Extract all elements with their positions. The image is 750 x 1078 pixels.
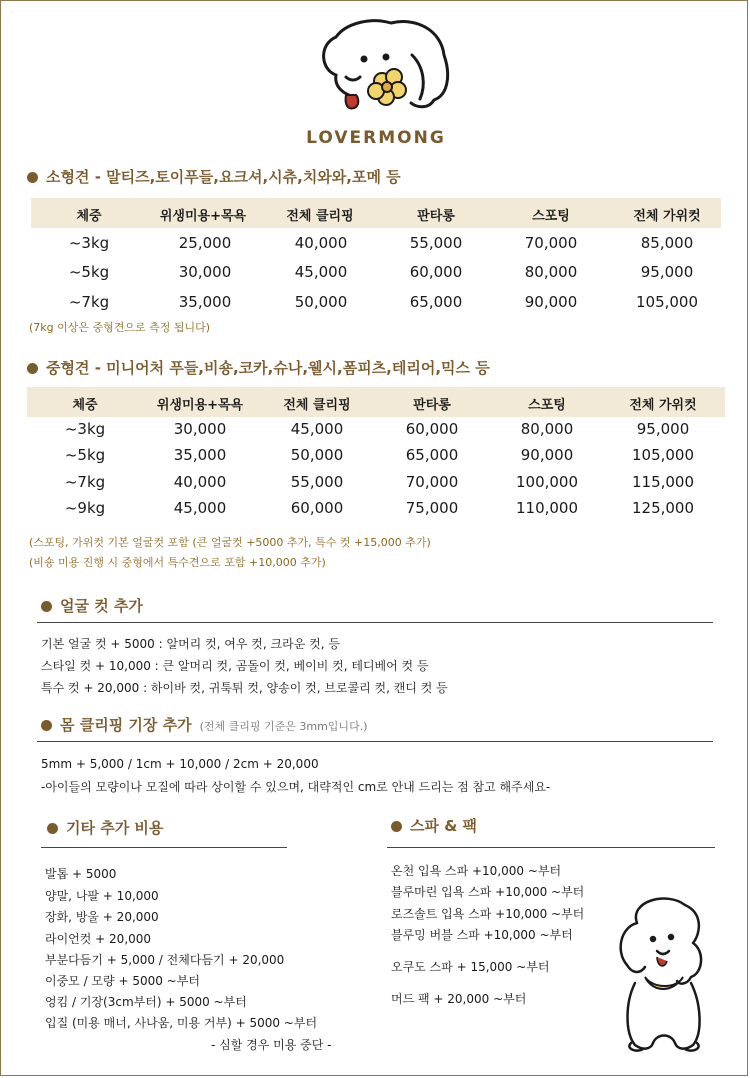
table-cell: 75,000 [405,499,459,517]
face-cut-title-text: 얼굴 컷 추가 [60,597,143,615]
medium-header-sporting: 스포팅 [528,398,566,413]
small-dog-title-text: 소형견 - 말티즈,토이푸들,요크셔,시츄,치와와,포메 등 [46,168,401,186]
spa-title-text: 스파 & 팩 [410,817,477,835]
spa-line: 오쿠도 스파 + 15,000 ~부터 [391,960,550,974]
brand-name: LOVERMONG [306,128,446,148]
spa-title [391,815,477,836]
table-cell: 125,000 [631,499,695,517]
table-cell: ~5kg [64,446,106,464]
medium-header-clipping: 전체 클리핑 [283,398,351,413]
face-cut-title [41,595,143,616]
extra-line: 입질 (미용 매너, 사나움, 미용 거부) + 5000 ~부터 [45,1016,318,1030]
small-note: (7kg 이상은 중형견으로 측정 됩니다) [29,321,211,334]
extra-line: 장화, 방울 + 20,000 [45,910,159,924]
extra-footer: - 심할 경우 미용 중단 - [211,1038,332,1052]
table-cell: 80,000 [524,263,578,281]
table-cell: ~3kg [64,420,106,438]
table-cell: 60,000 [405,420,459,438]
table-cell: 65,000 [409,293,463,311]
clipping-subtitle: (전체 클리핑 기준은 3mm입니다.) [199,720,368,733]
medium-table-header [27,387,725,417]
table-cell: ~7kg [64,473,106,491]
table-cell: 65,000 [405,446,459,464]
face-line: 특수 컷 + 20,000 : 하이바 컷, 귀툭튀 컷, 양송이 컷, 브로콜리 컷, 캔디 컷 등 [41,681,448,695]
table-cell: 50,000 [290,446,344,464]
table-cell: 60,000 [290,499,344,517]
extra-title [47,817,163,838]
small-header-hygiene: 위생미용+목욕 [159,209,247,224]
table-cell: 70,000 [524,234,578,252]
table-cell: 90,000 [524,293,578,311]
small-header-scissor: 전체 가위컷 [633,209,701,224]
table-cell: 115,000 [631,473,695,491]
spa-line: 머드 팩 + 20,000 ~부터 [391,992,527,1006]
clipping-line: -아이들의 모량이나 모질에 따라 상이할 수 있으며, 대략적인 cm로 안내 드리는 점 참고 해주세요- [41,780,551,794]
table-cell: 50,000 [294,293,348,311]
face-line: 기본 얼굴 컷 + 5000 : 알머리 컷, 여우 컷, 크라운 컷, 등 [41,637,340,651]
divider [387,847,715,848]
clipping-line: 5mm + 5,000 / 1cm + 10,000 / 2cm + 20,000 [41,757,319,771]
table-cell: 80,000 [520,420,574,438]
table-cell: 35,000 [178,293,232,311]
table-cell: 70,000 [405,473,459,491]
small-header-sporting: 스포팅 [532,209,570,224]
bullet-icon [27,363,38,374]
table-cell: 30,000 [178,263,232,281]
extra-line: 부분다듬기 + 5,000 / 전체다듬기 + 20,000 [45,953,285,967]
bullet-icon [27,172,38,183]
spa-line: 로즈솔트 입욕 스파 +10,000 ~부터 [391,907,585,921]
table-cell: 95,000 [640,263,694,281]
small-table-header [31,198,721,228]
table-cell: 55,000 [290,473,344,491]
small-header-clipping: 전체 클리핑 [286,209,354,224]
bullet-icon [47,823,58,834]
sitting-dog-icon [607,893,717,1053]
extra-title-text: 기타 추가 비용 [66,819,164,837]
table-cell: ~5kg [68,263,110,281]
medium-header-scissor: 전체 가위컷 [629,398,697,413]
medium-header-hygiene: 위생미용+목욕 [156,398,244,413]
extra-line: 엉킴 / 기장(3cm부터) + 5000 ~부터 [45,995,247,1009]
divider [37,741,713,742]
table-cell: 45,000 [294,263,348,281]
small-header-weight: 체중 [76,209,102,224]
table-cell: 30,000 [173,420,227,438]
table-cell: 100,000 [515,473,579,491]
table-cell: ~9kg [64,499,106,517]
table-cell: 45,000 [290,420,344,438]
medium-dog-title [27,357,490,378]
spa-line: 블루마린 입욕 스파 +10,000 ~부터 [391,885,585,899]
table-cell: 35,000 [173,446,227,464]
face-line: 스타일 컷 + 10,000 : 큰 알머리 컷, 곰돌이 컷, 베이비 컷, 테디베어 컷 등 [41,659,429,673]
table-cell: 95,000 [636,420,690,438]
clipping-title [41,714,367,735]
small-header-pantalon: 판타롱 [417,209,455,224]
clipping-title-text: 몸 클리핑 기장 추가 [60,716,192,734]
table-cell: 60,000 [409,263,463,281]
table-cell: 25,000 [178,234,232,252]
table-cell: 40,000 [294,234,348,252]
table-cell: 105,000 [631,446,695,464]
medium-note-2: (비숑 미용 진행 시 중형에서 특수견으로 포함 +10,000 추가) [29,556,326,569]
table-cell: 110,000 [515,499,579,517]
dog-logo-icon [316,15,456,127]
small-dog-title [27,166,401,187]
extra-line: 라이언컷 + 20,000 [45,932,152,946]
medium-dog-title-text: 중형견 - 미니어처 푸들,비숑,코카,슈나,웰시,폼피츠,테리어,믹스 등 [46,359,490,377]
medium-note-1: (스포팅, 가위컷 기본 얼굴컷 포함 (큰 얼굴컷 +5000 추가, 특수 컷 +15,000 추가) [29,536,431,549]
table-cell: 105,000 [635,293,699,311]
table-cell: 85,000 [640,234,694,252]
bullet-icon [391,821,402,832]
table-cell: 55,000 [409,234,463,252]
table-cell: ~7kg [68,293,110,311]
extra-line: 발톱 + 5000 [45,867,117,881]
extra-line: 양말, 나팔 + 10,000 [45,889,159,903]
spa-line: 블루밍 버블 스파 +10,000 ~부터 [391,928,573,942]
bullet-icon [41,720,52,731]
medium-header-pantalon: 판타롱 [413,398,451,413]
table-cell: 45,000 [173,499,227,517]
spa-line: 온천 입욕 스파 +10,000 ~부터 [391,864,562,878]
table-cell: 40,000 [173,473,227,491]
bullet-icon [41,601,52,612]
table-cell: 90,000 [520,446,574,464]
divider [41,847,287,848]
table-cell: ~3kg [68,234,110,252]
medium-header-weight: 체중 [72,398,98,413]
extra-line: 이중모 / 모량 + 5000 ~부터 [45,974,200,988]
divider [37,622,713,623]
